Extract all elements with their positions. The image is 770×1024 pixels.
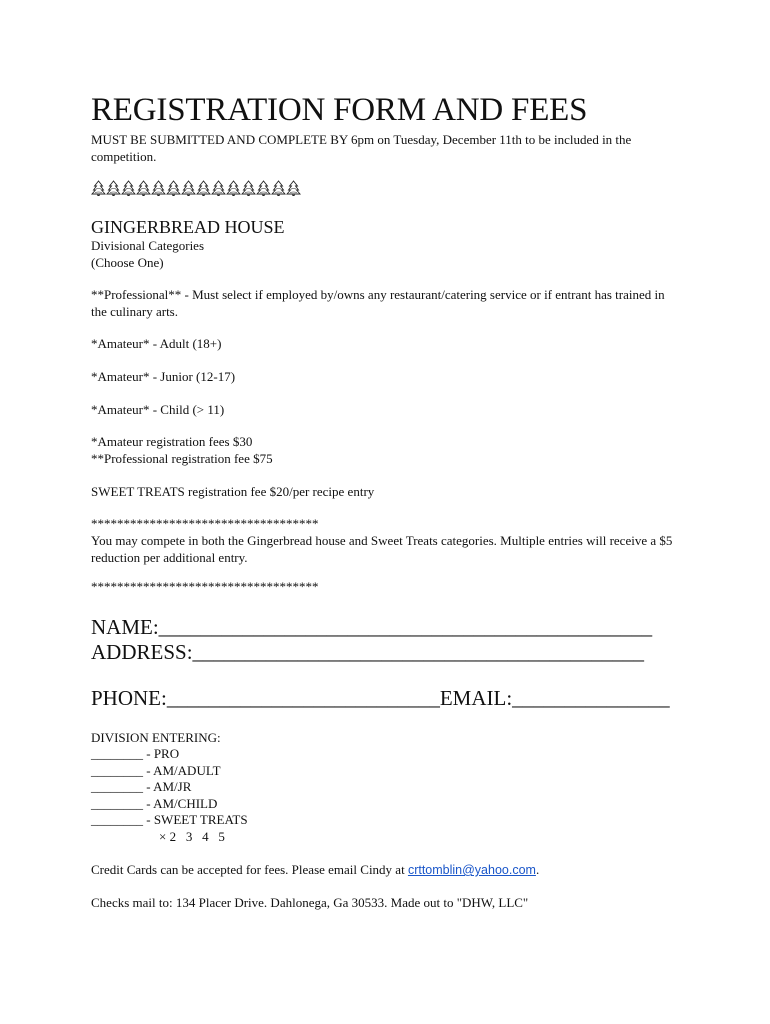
christmas-tree-icon (241, 180, 256, 196)
choose-one-label: (Choose One) (91, 255, 164, 270)
division-heading: DIVISION ENTERING: (91, 730, 221, 745)
professional-fee: **Professional registration fee $75 (91, 451, 273, 466)
separator-bottom: *********************************** (91, 579, 319, 594)
address-field[interactable]: ADDRESS:___________________________________________ (91, 640, 645, 664)
page-title: REGISTRATION FORM AND FEES (91, 92, 588, 128)
credit-card-note (91, 862, 681, 879)
division-option-pro[interactable]: ________ - PRO (91, 746, 180, 761)
email-link[interactable]: crttomblin@yahoo.com (407, 863, 536, 877)
gingerbread-heading: GINGERBREAD HOUSE (91, 217, 285, 237)
phone-field-label: PHONE:__________________________ (91, 686, 440, 710)
christmas-tree-icon (151, 180, 166, 196)
entry-count-multiplier: × 2 3 4 5 (159, 829, 225, 844)
credit-card-period: . (535, 862, 540, 877)
christmas-tree-icon (256, 180, 271, 196)
checks-mailing-note: Checks mail to: 134 Placer Drive. Dahlonega, Ga 30533. Made out to "DHW, LLC" (91, 895, 529, 910)
amateur-fee: *Amateur registration fees $30 (91, 434, 253, 449)
divisional-categories-label: Divisional Categories (91, 238, 205, 253)
christmas-tree-icon (166, 180, 181, 196)
professional-category: **Professional** - Must select if employed by/owns any restaurant/catering service or if entrant has trained in the culinary arts. (91, 287, 665, 319)
christmas-tree-icon (136, 180, 151, 196)
deadline-text: MUST BE SUBMITTED AND COMPLETE BY 6pm on Tuesday, December 11th to be included in the competition. (91, 132, 632, 164)
christmas-tree-icon (196, 180, 211, 196)
christmas-tree-icon (181, 180, 196, 196)
division-option-adult[interactable]: ________ - AM/ADULT (91, 763, 221, 778)
amateur-junior-category: *Amateur* - Junior (12-17) (91, 369, 236, 384)
sweet-treats-fee: SWEET TREATS registration fee $20/per recipe entry (91, 484, 375, 499)
division-option-sweet-treats[interactable]: ________ - SWEET TREATS (91, 812, 248, 827)
separator-top: *********************************** (91, 516, 319, 531)
amateur-adult-category: *Amateur* - Adult (18+) (91, 336, 222, 351)
christmas-tree-icon (226, 180, 241, 196)
christmas-tree-icon (91, 180, 106, 196)
christmas-tree-icon (271, 180, 286, 196)
division-option-junior[interactable]: ________ - AM/JR (91, 779, 192, 794)
christmas-tree-icon (121, 180, 136, 196)
division-option-child[interactable]: ________ - AM/CHILD (91, 796, 218, 811)
name-field[interactable]: NAME:_______________________________________________ (91, 615, 653, 639)
christmas-tree-icon (106, 180, 121, 196)
multiple-entries-note: You may compete in both the Gingerbread house and Sweet Treats categories. Multiple entries will receive a $5 reduction per additional entry. (91, 533, 673, 565)
email-field[interactable]: EMAIL:_______________ (439, 686, 670, 710)
amateur-child-category: *Amateur* - Child (> 11) (91, 402, 225, 417)
christmas-tree-icon (286, 180, 301, 196)
christmas-tree-icon (211, 180, 226, 196)
credit-card-text: Credit Cards can be accepted for fees. Please email Cindy at (91, 862, 405, 877)
tree-divider (91, 180, 301, 196)
phone-field[interactable] (91, 686, 670, 711)
